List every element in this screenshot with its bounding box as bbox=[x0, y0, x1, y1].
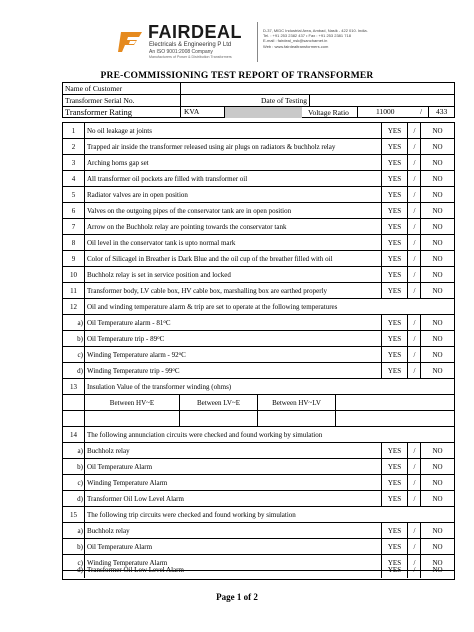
separator: / bbox=[413, 174, 416, 183]
checklist-row bbox=[63, 235, 454, 251]
separator: / bbox=[413, 542, 416, 551]
checklist-row bbox=[63, 267, 454, 283]
row-text: Winding Temperature alarm - 92 o C bbox=[87, 350, 186, 359]
no-option[interactable]: NO bbox=[420, 219, 454, 234]
separator: / bbox=[413, 462, 416, 471]
customer-field[interactable] bbox=[180, 83, 454, 94]
section-header-row bbox=[63, 427, 454, 443]
separator: / bbox=[413, 318, 416, 327]
temperature-unit: C bbox=[159, 334, 165, 343]
row-number: 10 bbox=[63, 267, 85, 282]
company-address bbox=[263, 28, 368, 49]
separator: / bbox=[413, 238, 416, 247]
row-text: Buchholz relay is set in service position and locked bbox=[87, 270, 231, 279]
voltage-hv-cell bbox=[357, 107, 428, 118]
serial-row bbox=[63, 95, 454, 107]
rating-row bbox=[63, 107, 454, 118]
checklist-subrow bbox=[63, 315, 454, 331]
no-option[interactable]: NO bbox=[420, 187, 454, 202]
checklist-subrow bbox=[63, 331, 454, 347]
separator: / bbox=[413, 566, 416, 574]
yes-option[interactable]: YES bbox=[381, 562, 408, 578]
insulation-col-lv-e: Between LV~E bbox=[180, 395, 258, 410]
sub-letter: a) bbox=[63, 315, 85, 330]
row-text: Transformer Oil Low Level Alarm bbox=[87, 566, 184, 574]
no-option[interactable]: NO bbox=[420, 251, 454, 266]
row-text: Arching horns gap set bbox=[87, 158, 149, 167]
row-text: All transformer oil pockets are filled with transformer oil bbox=[87, 174, 248, 183]
yes-option[interactable]: YES bbox=[381, 555, 408, 570]
no-option[interactable]: NO bbox=[420, 331, 454, 346]
transformer-info-table bbox=[62, 82, 455, 118]
row-text: Buchholz relay bbox=[87, 446, 130, 455]
customer-row bbox=[63, 83, 454, 95]
yes-option[interactable]: YES bbox=[381, 187, 408, 202]
row-number: 11 bbox=[63, 283, 85, 298]
separator: / bbox=[413, 526, 416, 535]
fairdeal-logo-icon bbox=[118, 28, 144, 54]
insulation-col-hv-lv: Between HV~LV bbox=[258, 395, 336, 410]
yes-option[interactable]: YES bbox=[381, 171, 408, 186]
no-option[interactable]: NO bbox=[420, 203, 454, 218]
checklist-subrow bbox=[63, 475, 454, 491]
row-text: Oil and winding temperature alarm & trip are set to operate at the following temperatures bbox=[87, 302, 338, 311]
checklist-row bbox=[63, 155, 454, 171]
checklist-row bbox=[63, 171, 454, 187]
separator: / bbox=[413, 206, 416, 215]
yes-option[interactable]: YES bbox=[381, 283, 408, 298]
row-text: Buchholz relay bbox=[87, 526, 130, 535]
checklist-subrow bbox=[63, 443, 454, 459]
row-text: Insulation Value of the transformer winding (ohms) bbox=[87, 382, 232, 391]
sub-letter: a) bbox=[63, 443, 85, 458]
no-option[interactable]: NO bbox=[420, 235, 454, 250]
row-text: Arrow on the Buchholz relay are pointing towards the conservator tank bbox=[87, 222, 287, 231]
company-tagline: Manufacturers of Power & Distribution Transformers bbox=[149, 55, 232, 59]
no-option[interactable]: NO bbox=[420, 523, 454, 538]
header-divider bbox=[257, 22, 258, 62]
row-text: Oil Temperature Alarm bbox=[87, 542, 153, 551]
section-header-row bbox=[63, 507, 454, 523]
separator: / bbox=[413, 558, 416, 567]
no-option[interactable]: NO bbox=[420, 347, 454, 362]
customer-label: Name of Customer bbox=[65, 84, 123, 93]
serial-field[interactable] bbox=[180, 95, 258, 106]
no-option[interactable]: NO bbox=[420, 562, 454, 578]
no-option[interactable]: NO bbox=[420, 363, 454, 378]
row-number: 2 bbox=[63, 139, 85, 154]
checklist-row bbox=[63, 219, 454, 235]
temperature-unit: C bbox=[165, 318, 171, 327]
checklist-row bbox=[63, 139, 454, 155]
date-field[interactable] bbox=[309, 95, 454, 106]
checklist-row bbox=[63, 251, 454, 267]
separator: / bbox=[413, 366, 416, 375]
separator: / bbox=[413, 350, 416, 359]
voltage-label: Voltage Ratio bbox=[308, 108, 349, 117]
insulation-value-row bbox=[63, 411, 454, 427]
insulation-value-hv-e[interactable] bbox=[85, 411, 180, 426]
sub-letter: c) bbox=[63, 475, 85, 490]
yes-option[interactable]: YES bbox=[381, 459, 408, 474]
section-header-row bbox=[63, 299, 454, 315]
row-number: 7 bbox=[63, 219, 85, 234]
yes-option[interactable]: YES bbox=[381, 139, 408, 154]
address-line: Tel. : +91 253 2382 437 • Fax : +91 253 2381 718 bbox=[263, 33, 351, 39]
row-number: 12 bbox=[63, 299, 85, 314]
iso-line: An ISO 9001:2008 Company bbox=[149, 49, 213, 55]
checklist-subrow bbox=[63, 562, 454, 578]
row-number: 3 bbox=[63, 155, 85, 170]
address-line: E-mail : fairdeal_nsk@sancharnet.in bbox=[263, 38, 328, 44]
page-number: Page 1 of 2 bbox=[216, 592, 258, 602]
kva-label: KVA bbox=[184, 107, 200, 116]
row-number: 15 bbox=[63, 507, 85, 522]
yes-option[interactable]: YES bbox=[381, 523, 408, 538]
voltage-lv-cell bbox=[428, 107, 454, 118]
sub-letter: d) bbox=[63, 562, 85, 578]
no-option[interactable]: NO bbox=[420, 475, 454, 490]
insulation-value-hv-lv[interactable] bbox=[258, 411, 336, 426]
yes-option[interactable]: YES bbox=[381, 331, 408, 346]
row-text: Radiator valves are in open position bbox=[87, 190, 188, 199]
separator: / bbox=[413, 286, 416, 295]
yes-option[interactable]: YES bbox=[381, 363, 408, 378]
no-option[interactable]: NO bbox=[420, 267, 454, 282]
yes-option[interactable]: YES bbox=[381, 219, 408, 234]
row-number: 1 bbox=[63, 123, 85, 138]
checklist-row bbox=[63, 187, 454, 203]
checklist-subrow bbox=[63, 523, 454, 539]
row-text: The following trip circuits were checked and found working by simulation bbox=[87, 510, 296, 519]
temperature-text: Winding Temperature alarm - 92 bbox=[87, 350, 179, 359]
separator: / bbox=[413, 446, 416, 455]
no-option[interactable]: NO bbox=[420, 491, 454, 506]
report-title: PRE-COMMISSIONING TEST REPORT OF TRANSFORMER bbox=[100, 71, 374, 81]
blank-cell bbox=[63, 395, 85, 410]
temperature-text: Winding Temperature trip - 99 bbox=[87, 366, 173, 375]
separator: / bbox=[413, 158, 416, 167]
row-number: 13 bbox=[63, 379, 85, 394]
yes-option[interactable]: YES bbox=[381, 155, 408, 170]
row-text: Oil level in the conservator tank is upto normal mark bbox=[87, 238, 236, 247]
separator: / bbox=[413, 126, 416, 135]
row-text: Oil Temperature trip - 89 o C bbox=[87, 334, 165, 343]
separator: / bbox=[413, 222, 416, 231]
row-number: 8 bbox=[63, 235, 85, 250]
temperature-text: Oil Temperature alarm - 81 bbox=[87, 318, 164, 327]
yes-option[interactable]: YES bbox=[381, 203, 408, 218]
separator: / bbox=[413, 478, 416, 487]
row-number: 9 bbox=[63, 251, 85, 266]
row-text: Winding Temperature Alarm bbox=[87, 558, 168, 567]
checklist-subrow bbox=[63, 363, 454, 379]
yes-option[interactable]: YES bbox=[381, 251, 408, 266]
voltage-hv: 11000 bbox=[376, 107, 395, 116]
sub-letter: a) bbox=[63, 523, 85, 538]
no-option[interactable]: NO bbox=[420, 123, 454, 138]
yes-option[interactable]: YES bbox=[381, 315, 408, 330]
date-label: Date of Testing bbox=[261, 96, 307, 105]
no-option[interactable]: NO bbox=[420, 555, 454, 570]
insulation-header-row bbox=[63, 395, 454, 411]
rating-shaded-cell bbox=[224, 107, 302, 118]
separator: / bbox=[413, 190, 416, 199]
no-option[interactable]: NO bbox=[420, 283, 454, 298]
sub-letter: d) bbox=[63, 491, 85, 506]
row-text: Oil Temperature Alarm bbox=[87, 462, 153, 471]
checklist-row bbox=[63, 123, 454, 139]
separator: / bbox=[413, 142, 416, 151]
company-subtitle: Electricals & Engineering P Ltd bbox=[149, 42, 232, 48]
row-number: 4 bbox=[63, 171, 85, 186]
address-line: Web : www.fairdealtransformers.com bbox=[263, 43, 329, 49]
row-text: Oil Temperature alarm - 81 o C bbox=[87, 318, 171, 327]
sub-letter: d) bbox=[63, 363, 85, 378]
row-text: Trapped air inside the transformer released using air plugs on radiators & buchholz relay bbox=[87, 142, 336, 151]
checklist-row bbox=[63, 203, 454, 219]
letterhead bbox=[0, 0, 474, 66]
temperature-unit: C bbox=[181, 350, 186, 359]
no-option[interactable]: NO bbox=[420, 539, 454, 554]
separator: / bbox=[413, 270, 416, 279]
row-text: Valves on the outgoing pipes of the conservator tank are in open position bbox=[87, 206, 292, 215]
sub-letter: b) bbox=[63, 539, 85, 554]
checklist-table-tail bbox=[62, 562, 455, 580]
yes-option[interactable]: YES bbox=[381, 123, 408, 138]
sub-letter: c) bbox=[63, 555, 85, 570]
insulation-value-lv-e[interactable] bbox=[180, 411, 258, 426]
row-text: Winding Temperature trip - 99 o C bbox=[87, 366, 180, 375]
checklist-subrow bbox=[63, 459, 454, 475]
no-option[interactable]: NO bbox=[420, 139, 454, 154]
yes-option[interactable]: YES bbox=[381, 267, 408, 282]
temperature-text: Oil Temperature trip - 89 bbox=[87, 334, 158, 343]
rating-label: Transformer Rating bbox=[65, 107, 132, 117]
yes-option[interactable]: YES bbox=[381, 443, 408, 458]
yes-option[interactable]: YES bbox=[381, 475, 408, 490]
checklist-subrow bbox=[63, 347, 454, 363]
kva-field[interactable] bbox=[180, 107, 224, 118]
no-option[interactable]: NO bbox=[420, 171, 454, 186]
insulation-col-hv-e: Between HV~E bbox=[85, 395, 180, 410]
checklist-subrow bbox=[63, 491, 454, 507]
sub-letter: b) bbox=[63, 331, 85, 346]
yes-option[interactable]: YES bbox=[381, 539, 408, 554]
separator: / bbox=[413, 494, 416, 503]
row-number: 14 bbox=[63, 427, 85, 442]
separator: / bbox=[413, 254, 416, 263]
temperature-unit: C bbox=[174, 366, 180, 375]
row-text: Transformer Oil Low Level Alarm bbox=[87, 494, 184, 503]
yes-option[interactable]: YES bbox=[381, 347, 408, 362]
no-option[interactable]: NO bbox=[420, 155, 454, 170]
row-text: Transformer body, LV cable box, HV cable box, marshalling box are earthed properly bbox=[87, 286, 328, 295]
row-text: The following annunciation circuits were checked and found working by simulation bbox=[87, 430, 323, 439]
row-text: No oil leakage at joints bbox=[87, 126, 152, 135]
sub-letter: b) bbox=[63, 459, 85, 474]
no-option[interactable]: NO bbox=[420, 459, 454, 474]
row-text: Color of Silicagel in Breather is Dark Blue and the oil cup of the breather filled with oil bbox=[87, 254, 333, 263]
yes-option[interactable]: YES bbox=[381, 491, 408, 506]
row-number: 5 bbox=[63, 187, 85, 202]
yes-option[interactable]: YES bbox=[381, 235, 408, 250]
section-header-row bbox=[63, 379, 454, 395]
serial-label: Transformer Serial No. bbox=[65, 96, 135, 105]
blank-cell bbox=[63, 411, 85, 426]
row-number: 6 bbox=[63, 203, 85, 218]
voltage-lv: 433 bbox=[436, 107, 448, 116]
checklist-row bbox=[63, 283, 454, 299]
no-option[interactable]: NO bbox=[420, 443, 454, 458]
checklist-table bbox=[62, 122, 455, 580]
sub-letter: c) bbox=[63, 347, 85, 362]
no-option[interactable]: NO bbox=[420, 315, 454, 330]
company-name: FAIRDEAL bbox=[148, 22, 242, 42]
row-text: Winding Temperature Alarm bbox=[87, 478, 168, 487]
separator: / bbox=[413, 334, 416, 343]
voltage-separator: / bbox=[420, 107, 423, 116]
address-line: D-37, MIDC Industrial Area, Ambad, Nasik - 422 010. India. bbox=[263, 28, 368, 33]
checklist-subrow bbox=[63, 539, 454, 555]
